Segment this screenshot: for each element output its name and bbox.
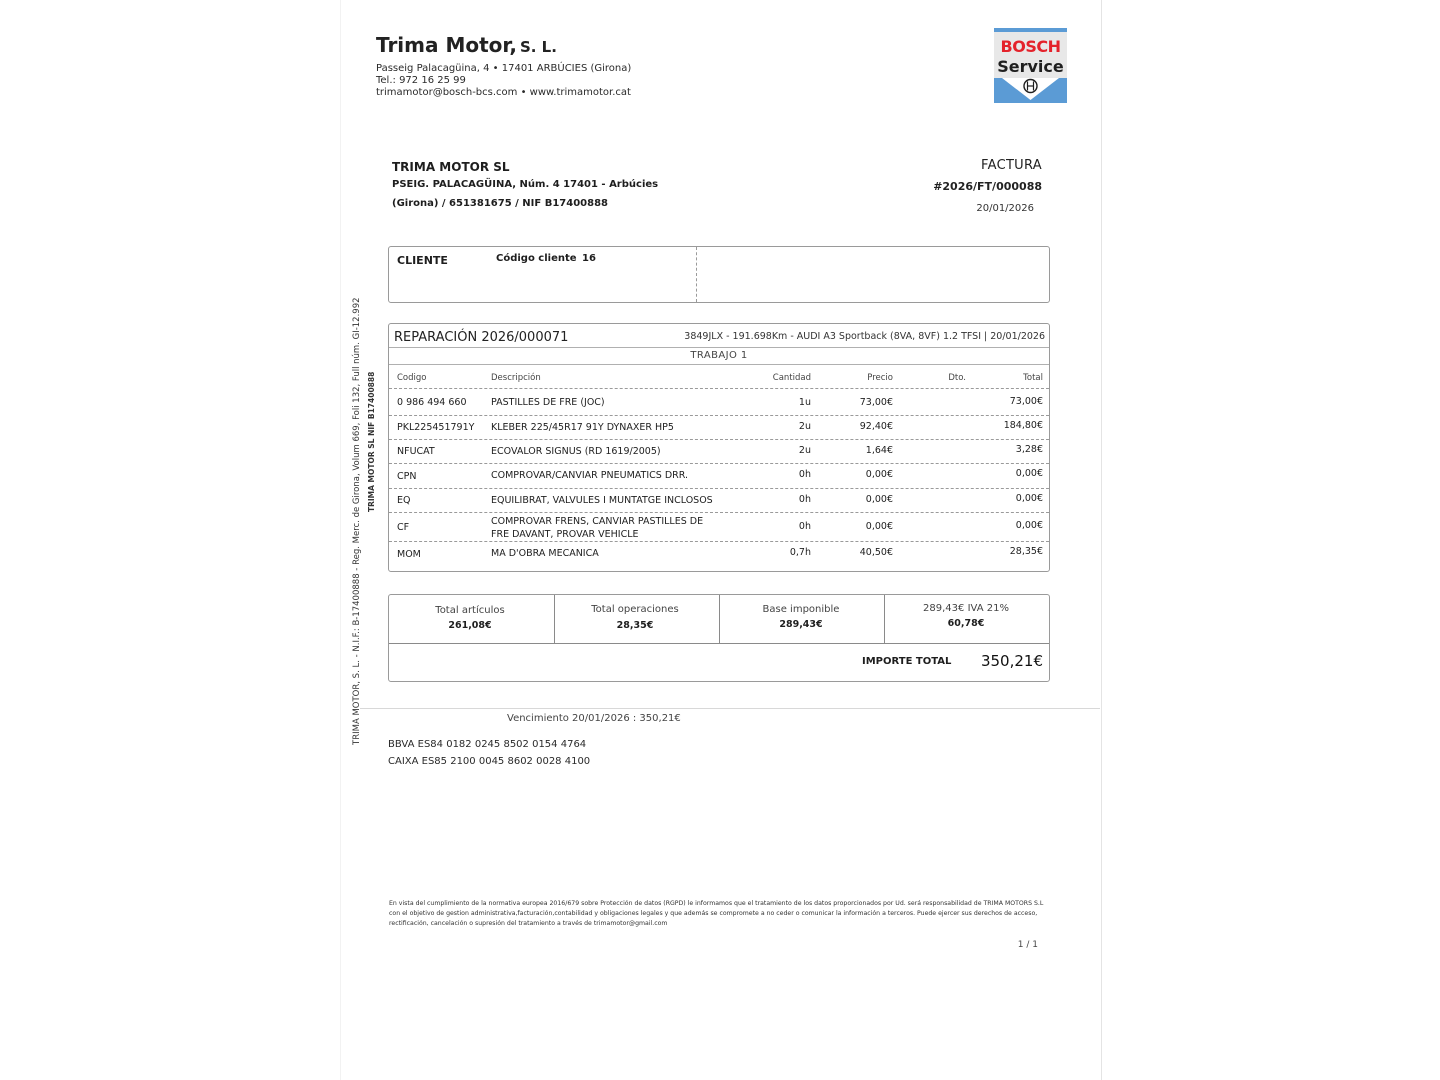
row-rule [389, 415, 1049, 416]
row-desc: ECOVALOR SIGNUS (RD 1619/2005) [491, 446, 661, 457]
total-articles-label: Total artículos [435, 605, 505, 616]
row-desc: KLEBER 225/45R17 91Y DYNAXER HP5 [491, 422, 674, 433]
row-desc-line2: FRE DAVANT, PROVAR VEHICLE [491, 529, 639, 540]
total-amount: 350,21€ [980, 652, 1043, 670]
row-total: 3,28€ [1015, 444, 1043, 455]
row-qty: 1u [798, 397, 811, 408]
row-price: 92,40€ [859, 421, 893, 432]
row-code: EQ [397, 495, 411, 506]
scan-line [360, 708, 1100, 709]
col-desc: Descripción [491, 373, 541, 383]
company-name: Trima Motor, S. L. [376, 33, 557, 57]
row-desc: MA D'OBRA MECANICA [491, 548, 599, 559]
row-total: 0,00€ [1015, 520, 1043, 531]
issuer-nif: (Girona) / 651381675 / NIF B17400888 [392, 198, 608, 209]
row-total: 0,00€ [1015, 493, 1043, 504]
col-disc: Dto. [948, 373, 966, 383]
due-date: Vencimiento 20/01/2026 : 350,21€ [507, 713, 681, 724]
vehicle-info: 3849JLX - 191.698Km - AUDI A3 Sportback (8VA, 8VF) 1.2 TFSI | 20/01/2026 [684, 331, 1045, 342]
registry-text: TRIMA MOTOR, S. L. - N.I.F.: B-17400888 - Reg. Merc. de Girona, Volum 669, Foli 132, Full núm. GI-12.992 [352, 297, 362, 745]
row-price: 40,50€ [859, 547, 893, 558]
page-number: 1 / 1 [1017, 940, 1038, 950]
bank-bbva: BBVA ES84 0182 0245 8502 0154 4764 [388, 739, 587, 750]
company-web: trimamotor@bosch-bcs.com • www.trimamotor.cat [376, 87, 631, 98]
row-price: 73,00€ [859, 397, 893, 408]
row-rule [389, 463, 1049, 464]
row-qty: 0h [798, 521, 811, 532]
row-rule [389, 488, 1049, 489]
vat-amount: 60,78€ [947, 618, 985, 629]
total-articles: 261,08€ [448, 620, 492, 631]
row-price: 0,00€ [865, 469, 893, 480]
invoice-date: 20/01/2026 [976, 203, 1034, 214]
row-code: MOM [397, 549, 421, 560]
total-operations-label: Total operaciones [591, 604, 679, 615]
row-qty: 0h [798, 494, 811, 505]
legal-notice: En vista del cumplimiento de la normativa europea 2016/679 sobre Protección de datos (RGPD) le informamos que el tratamiento de los datos proporcionados por Ud. será responsabilidad de TRIMA MOTORS S.L con el objetivo de gestion administrativa,facturación,contabilidad y obligaciones legales y que además se compromete a no ceder o comunicar la información a terceros. Puede ejercer sus derechos de acceso, rectificación, cancelación o supresión del tratamiento a través de trimamotor@gmail.com [389, 900, 1044, 927]
row-code: 0 986 494 660 [397, 397, 467, 408]
row-total: 184,80€ [1003, 420, 1043, 431]
job-divider [389, 364, 1049, 365]
invoice-number: #2026/FT/000088 [933, 180, 1042, 193]
row-qty: 2u [798, 421, 811, 432]
row-price: 1,64€ [865, 445, 893, 456]
col-qty: Cantidad [772, 373, 811, 383]
total-amount-label: IMPORTE TOTAL [862, 656, 952, 667]
bosch-service: Service [997, 57, 1064, 76]
company-address: Passeig Palacagüina, 4 • 17401 ARBÚCIES (Girona) [376, 63, 632, 74]
row-rule [389, 541, 1049, 542]
row-qty: 2u [798, 445, 811, 456]
company-phone: Tel.: 972 16 25 99 [376, 75, 466, 86]
page-edge-left [340, 0, 341, 1080]
client-label: CLIENTE [397, 254, 448, 267]
tax-base-label: Base imponible [762, 604, 840, 615]
row-rule [389, 439, 1049, 440]
row-qty: 0h [798, 469, 811, 480]
row-price: 0,00€ [865, 494, 893, 505]
registry-nif-text: TRIMA MOTOR SL NIF B17400888 [367, 371, 376, 512]
row-desc: PASTILLES DE FRE (JOC) [491, 397, 605, 408]
row-code: CPN [397, 471, 417, 482]
issuer-address: PSEIG. PALACAGÜINA, Núm. 4 17401 - Arbúcies [392, 179, 659, 190]
bosch-brand: BOSCH [1000, 37, 1061, 56]
row-price: 0,00€ [865, 521, 893, 532]
invoice-title: FACTURA [981, 158, 1042, 173]
repair-header-divider [389, 347, 1049, 348]
bank-caixa: CAIXA ES85 2100 0045 8602 0028 4100 [388, 756, 591, 767]
col-code: Codigo [397, 373, 427, 383]
bosch-service-logo [994, 28, 1067, 103]
row-rule [389, 512, 1049, 513]
issuer-name: TRIMA MOTOR SL [392, 160, 510, 174]
row-total: 73,00€ [1009, 396, 1043, 407]
vat-label: 289,43€ IVA 21% [923, 603, 1009, 614]
tax-base: 289,43€ [779, 619, 823, 630]
row-desc: COMPROVAR/CANVIAR PNEUMATICS DRR. [491, 470, 689, 481]
page-edge-right [1101, 0, 1102, 1080]
row-code: PKL225451791Y [397, 422, 475, 433]
client-box [388, 246, 1050, 303]
col-total: Total [1023, 373, 1043, 383]
row-qty: 0,7h [789, 547, 811, 558]
header-rule [389, 388, 1049, 389]
job-label: TRABAJO 1 [690, 350, 748, 361]
client-code-label: Código cliente [496, 253, 577, 264]
row-desc: COMPROVAR FRENS, CANVIAR PASTILLES DE [491, 516, 704, 527]
company-suffix: S. L. [519, 38, 557, 56]
row-total: 28,35€ [1009, 546, 1043, 557]
total-operations: 28,35€ [616, 620, 654, 631]
client-code: 16 [582, 253, 596, 264]
row-code: NFUCAT [397, 446, 435, 457]
repair-title: REPARACIÓN 2026/000071 [394, 330, 569, 345]
row-code: CF [397, 522, 410, 533]
row-total: 0,00€ [1015, 468, 1043, 479]
row-desc: EQUILIBRAT, VALVULES I MUNTATGE INCLOSOS [491, 495, 713, 506]
col-price: Precio [867, 373, 893, 383]
